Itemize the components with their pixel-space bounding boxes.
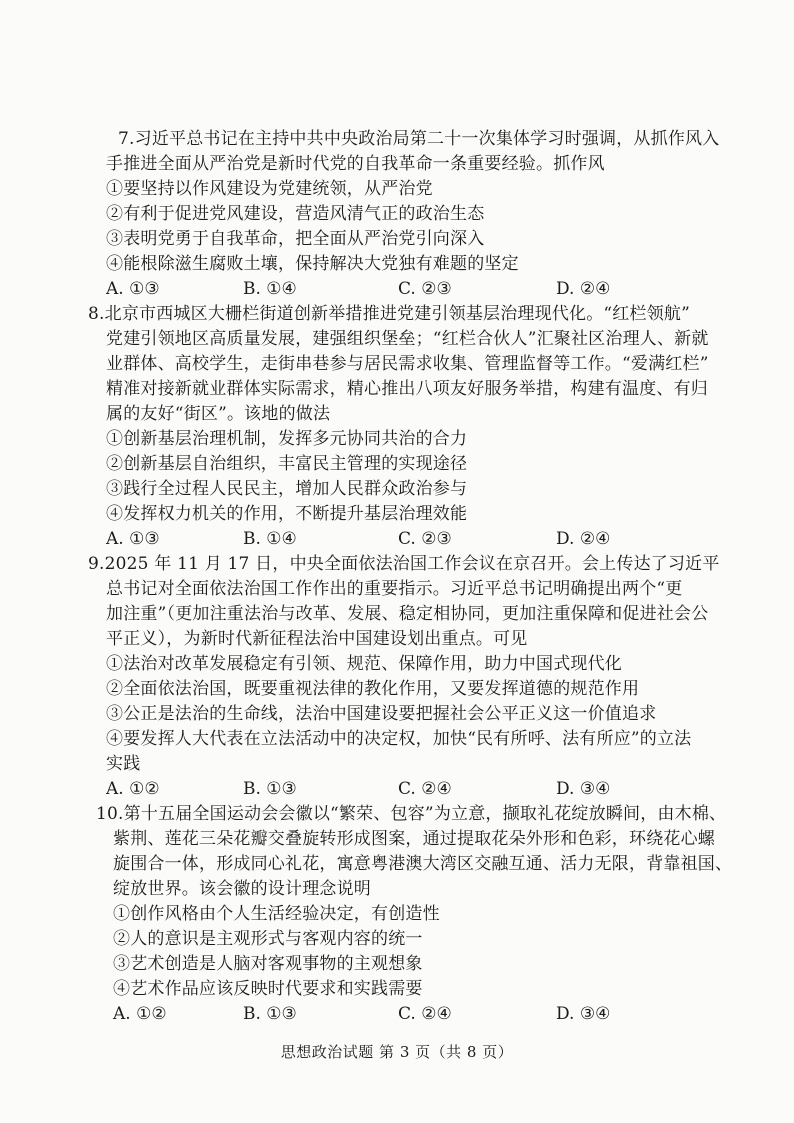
statement: ③践行全过程人民民主，增加人民群众政治参与	[106, 479, 468, 499]
option-c: C. ②③	[398, 529, 452, 549]
question-stem-line: 党建引领地区高质量发展，建强组织堡垒；“红栏合伙人”汇聚社区治理人、新就	[106, 329, 709, 349]
option-c: C. ②④	[398, 779, 452, 799]
option-d: D. ③④	[556, 779, 611, 799]
question-stem-line: 旋围合一体，形成同心礼花，寓意粤港澳大湾区交融互通、活力无限，背靠祖国、	[113, 854, 733, 874]
question-stem-line: 7.习近平总书记在主持中共中央政治局第二十一次集体学习时强调，从抓作风入	[118, 129, 720, 149]
statement: ④发挥权力机关的作用，不断提升基层治理效能	[106, 504, 468, 524]
statement: ④能根除滋生腐败土壤，保持解决大党独有难题的坚定	[106, 254, 519, 274]
option-c: C. ②③	[398, 279, 452, 299]
statement: ①要坚持以作风建设为党建统领，从严治党	[106, 179, 433, 199]
statement: ③公正是法治的生命线，法治中国建设要把握社会公平正义这一价值追求	[106, 704, 657, 724]
statement: ①创作风格由个人生活经验决定，有创造性	[113, 904, 440, 924]
question-stem-line: 紫荆、莲花三朵花瓣交叠旋转形成图案，通过提取花朵外形和色彩，环绕花心螺	[113, 829, 715, 849]
question-stem-line: 属的友好“街区”。该地的做法	[106, 404, 331, 424]
page-footer: 思想政治试题 第 3 页（共 8 页）	[280, 1043, 514, 1061]
question-stem-line: 8.北京市西城区大栅栏街道创新举措推进党建引领基层治理现代化。“红栏领航”	[88, 304, 690, 324]
question-stem-line: 手推进全面从严治党是新时代党的自我革命一条重要经验。抓作风	[106, 154, 605, 174]
statement: ②创新基层自治组织，丰富民主管理的实现途径	[106, 454, 468, 474]
question-stem-line: 10.第十五届全国运动会会徽以“繁荣、包容”为立意，撷取礼花绽放瞬间，由木棉、	[96, 804, 727, 824]
statement: ④艺术作品应该反映时代要求和实践需要	[113, 979, 423, 999]
option-d: D. ②④	[556, 279, 611, 299]
option-b: B. ①④	[243, 279, 297, 299]
option-b: B. ①④	[243, 529, 297, 549]
question-stem-line: 绽放世界。该会徽的设计理念说明	[113, 879, 371, 899]
option-b: B. ①③	[243, 1004, 297, 1024]
option-a: A. ①③	[106, 279, 160, 299]
statement: ②有利于促进党风建设，营造风清气正的政治生态	[106, 204, 485, 224]
question-stem-line: 平正义），为新时代新征程法治中国建设划出重点。可见	[106, 629, 528, 649]
statement: ④要发挥人大代表在立法活动中的决定权，加快“民有所呼、法有所应”的立法	[106, 729, 692, 749]
option-d: D. ③④	[556, 1004, 611, 1024]
question-stem-line: 业群体、高校学生，走街串巷参与居民需求收集、管理监督等工作。“爱满红栏”	[106, 354, 709, 374]
statement: ②人的意识是主观形式与客观内容的统一	[113, 929, 423, 949]
option-d: D. ②④	[556, 529, 611, 549]
option-c: C. ②④	[398, 1004, 452, 1024]
statement: ③表明党勇于自我革命，把全面从严治党引向深入	[106, 229, 485, 249]
question-stem-line: 精准对接新就业群体实际需求，精心推出八项友好服务举措，构建有温度、有归	[106, 379, 708, 399]
statement: ③艺术创造是人脑对客观事物的主观想象	[113, 954, 423, 974]
statement: ②全面依法治国，既要重视法律的教化作用，又要发挥道德的规范作用	[106, 679, 640, 699]
option-b: B. ①③	[243, 779, 297, 799]
option-a: A. ①③	[106, 529, 160, 549]
statement: ①创新基层治理机制，发挥多元协同共治的合力	[106, 429, 468, 449]
statement: 实践	[106, 754, 141, 774]
option-a: A. ①②	[106, 779, 160, 799]
question-stem-line: 总书记对全面依法治国工作作出的重要指示。习近平总书记明确提出两个“更	[106, 579, 683, 599]
question-stem-line: 9.2025 年 11 月 17 日，中央全面依法治国工作会议在京召开。会上传达了习近平	[88, 554, 720, 574]
option-a: A. ①②	[113, 1004, 167, 1024]
question-stem-line: 加注重”（更加注重法治与改革、发展、稳定相协同，更加注重保障和促进社会公	[106, 604, 709, 624]
statement: ①法治对改革发展稳定有引领、规范、保障作用，助力中国式现代化	[106, 654, 622, 674]
